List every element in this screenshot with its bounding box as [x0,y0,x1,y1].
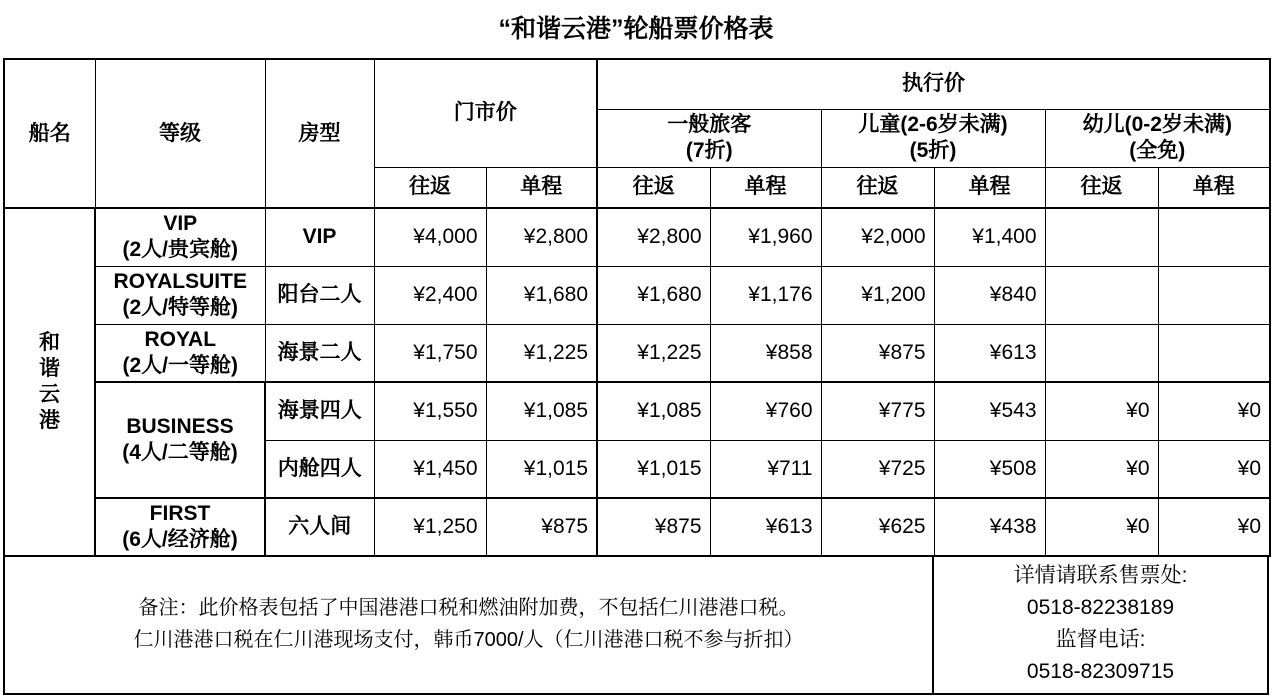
price-cell: ¥0 [1158,498,1270,556]
grade-cell [95,208,265,266]
ship-name-cell [4,208,95,556]
header-child-line2: (5折) [909,139,957,162]
grade-name: ROYALSUITE [113,270,247,293]
price-cell [1158,208,1270,266]
price-cell: ¥875 [597,498,710,556]
header-infant-round: 往返 [1045,167,1158,208]
ship-name-char: 云 [39,383,60,406]
grade-name: FIRST [149,502,211,525]
header-infant [1045,109,1270,167]
header-retail-round: 往返 [374,167,486,208]
grade-desc: (6人/经济舱) [122,528,238,551]
price-cell [1045,324,1158,382]
price-cell: ¥1,085 [597,382,710,440]
room-cell: 内舱四人 [265,440,374,498]
grade-name: VIP [163,212,198,236]
table-row [4,266,1270,324]
footer [3,555,1269,695]
price-cell: ¥613 [710,498,821,556]
price-cell: ¥1,450 [374,440,486,498]
remarks-line-1: 备注：此价格表包括了中国港港口税和燃油附加费，不包括仁川港港口税。 [138,597,799,619]
price-cell [1045,208,1158,266]
price-cell: ¥438 [934,498,1045,556]
price-cell: ¥1,200 [821,266,934,324]
price-cell: ¥1,750 [374,324,486,382]
price-cell: ¥725 [821,440,934,498]
header-general-line2: (7折) [685,139,733,162]
header-grade: 等级 [95,59,265,208]
table-row [4,208,1270,266]
grade-desc: (4人/二等舱) [122,441,238,464]
grade-desc: (2人/贵宾舱) [122,238,238,262]
table-row [4,382,1270,440]
price-cell: ¥0 [1158,440,1270,498]
price-cell [1158,324,1270,382]
room-cell: 六人间 [265,498,374,556]
price-cell: ¥2,800 [486,208,597,266]
price-cell: ¥1,960 [710,208,821,266]
header-general-round: 往返 [597,167,710,208]
price-cell: ¥543 [934,382,1045,440]
header-child [821,109,1045,167]
price-cell: ¥875 [486,498,597,556]
price-cell [1045,266,1158,324]
header-child-line1: 儿童(2-6岁未满) [858,113,1008,136]
header-child-oneway: 单程 [934,167,1045,208]
table-row [4,324,1270,382]
price-cell: ¥711 [710,440,821,498]
table-row [4,498,1270,556]
price-cell: ¥2,800 [597,208,710,266]
ship-name-char: 和 [39,331,60,354]
remarks [5,555,934,693]
grade-name: BUSINESS [126,415,234,438]
header-row-1 [4,59,1270,109]
contact-info [934,555,1267,693]
header-general [597,109,821,167]
price-cell: ¥875 [821,324,934,382]
price-cell: ¥1,015 [597,440,710,498]
price-cell: ¥0 [1045,498,1158,556]
price-cell: ¥1,680 [486,266,597,324]
price-sheet [3,0,1269,695]
header-general-oneway: 单程 [710,167,821,208]
price-cell: ¥1,015 [486,440,597,498]
price-cell [1158,266,1270,324]
price-cell: ¥1,250 [374,498,486,556]
price-cell: ¥1,225 [597,324,710,382]
price-table [3,58,1271,557]
remarks-line-2: 仁川港港口税在仁川港现场支付，韩币7000/人（仁川港港口税不参与折扣） [133,629,804,651]
price-cell: ¥0 [1045,382,1158,440]
grade-name: ROYAL [144,327,217,351]
header-retail-oneway: 单程 [486,167,597,208]
price-cell: ¥1,176 [710,266,821,324]
price-cell: ¥2,400 [374,266,486,324]
page-title: “和谐云港”轮船票价格表 [498,15,774,43]
price-cell: ¥760 [710,382,821,440]
supervise-phone: 0518-82309715 [1026,660,1175,683]
price-cell: ¥508 [934,440,1045,498]
price-cell: ¥0 [1045,440,1158,498]
price-cell: ¥1,400 [934,208,1045,266]
grade-cell [95,324,265,382]
grade-cell [95,382,265,498]
room-cell: 海景四人 [265,382,374,440]
ship-name-char: 港 [39,409,60,432]
room-cell: 海景二人 [265,324,374,382]
header-infant-oneway: 单程 [1158,167,1270,208]
price-cell: ¥0 [1158,382,1270,440]
price-cell: ¥2,000 [821,208,934,266]
price-cell: ¥1,225 [486,324,597,382]
header-retail-price: 门市价 [374,59,597,167]
room-cell: VIP [265,208,374,266]
price-cell: ¥840 [934,266,1045,324]
price-cell: ¥1,680 [597,266,710,324]
price-cell: ¥775 [821,382,934,440]
grade-desc: (2人/一等舱) [122,353,238,377]
price-cell: ¥613 [934,324,1045,382]
room-cell: 阳台二人 [265,266,374,324]
grade-cell [95,266,265,324]
supervise-label: 监督电话: [1055,628,1146,651]
header-exec-price: 执行价 [597,59,1270,109]
header-infant-line1: 幼儿(0-2岁未满) [1082,113,1232,136]
header-infant-line2: (全免) [1129,139,1186,162]
header-general-line1: 一般旅客 [667,113,752,136]
contact-label: 详情请联系售票处: [1013,564,1188,587]
price-cell: ¥1,085 [486,382,597,440]
contact-phone: 0518-82238189 [1026,596,1175,619]
grade-cell [95,498,265,556]
price-cell: ¥4,000 [374,208,486,266]
header-child-round: 往返 [821,167,934,208]
header-ship-name: 船名 [4,59,95,208]
grade-desc: (2人/特等舱) [122,296,238,319]
header-room-type: 房型 [265,59,374,208]
price-cell: ¥1,550 [374,382,486,440]
price-cell: ¥858 [710,324,821,382]
price-cell: ¥625 [821,498,934,556]
ship-name-char: 谐 [39,357,60,380]
